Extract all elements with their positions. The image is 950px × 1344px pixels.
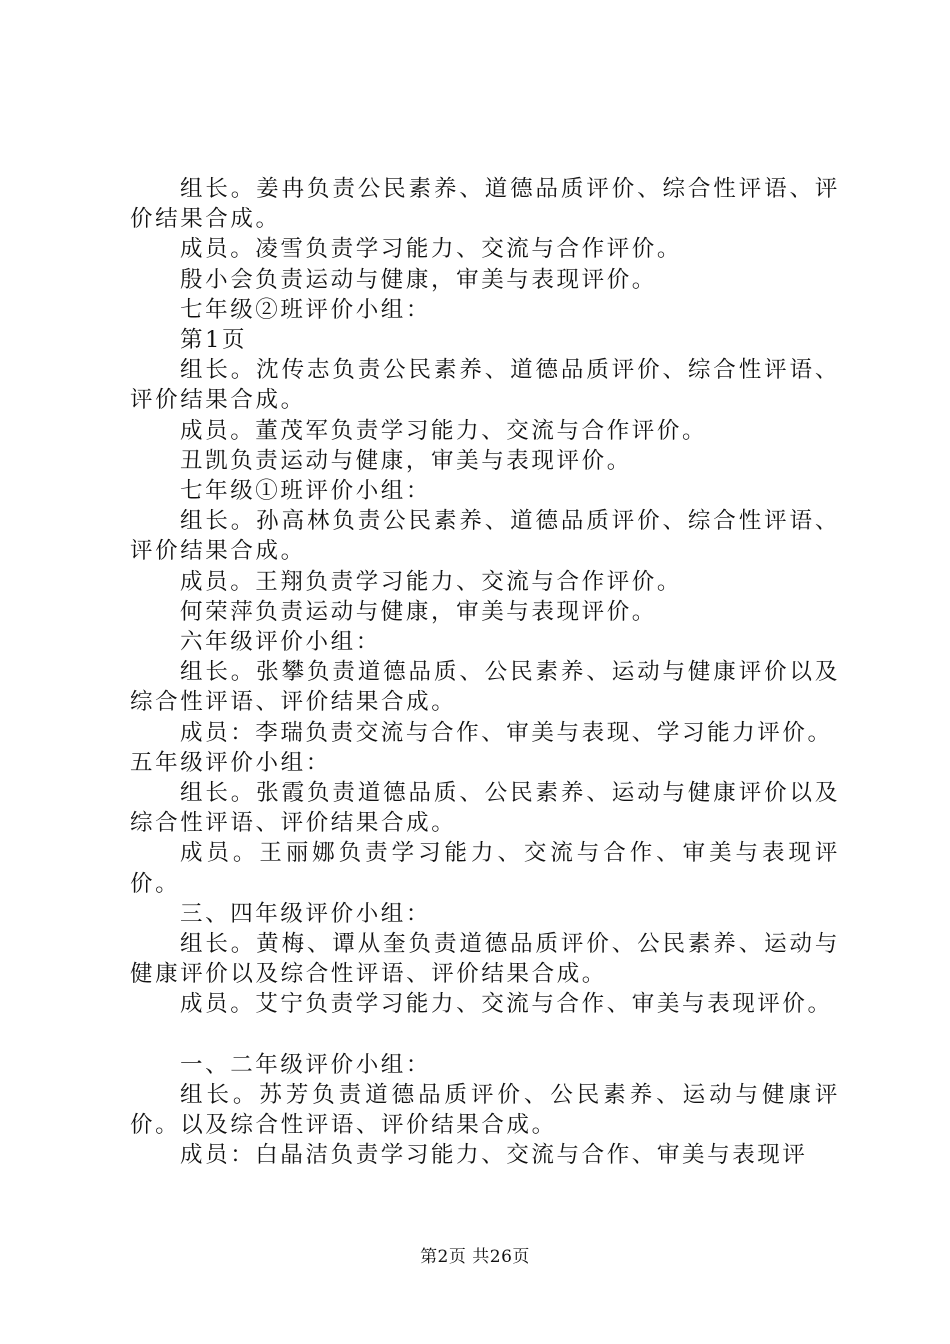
section-heading: 三、四年级评价小组： [180,900,432,927]
paragraph: 成员。凌雪负责学习能力、交流与合作评价。 [180,236,683,263]
section-heading: 六年级评价小组： [180,629,381,656]
paragraph: 成员。艾宁负责学习能力、交流与合作、审美与表现评价。 [180,991,833,1018]
section-heading: 一、二年级评价小组： [180,1051,432,1078]
paragraph: 组长。黄梅、谭从奎负责道德品质评价、公民素养、运动与健康评价以及综合性评语、评价结果合成。 [130,931,840,988]
paragraph: 何荣萍负责运动与健康，审美与表现评价。 [180,598,657,625]
paragraph: 组长。张霞负责道德品质、公民素养、运动与健康评价以及综合性评语、评价结果合成。 [130,780,840,837]
paragraph: 殷小会负责运动与健康，审美与表现评价。 [180,266,657,293]
paragraph: 组长。姜冉负责公民素养、道德品质评价、综合性评语、评价结果合成。 [130,176,840,233]
paragraph: 成员：白晶洁负责学习能力、交流与合作、审美与表现评 [180,1142,808,1169]
paragraph: 组长。苏芳负责道德品质评价、公民素养、运动与健康评价。以及综合性评语、评价结果合成。 [130,1081,840,1139]
paragraph: 组长。沈传志负责公民素养、道德品质评价、综合性评语、评价结果合成。 [130,357,840,414]
section-heading: 五年级评价小组： [130,749,331,776]
section-heading: 七年级②班评价小组： [180,296,432,323]
section-heading: 七年级①班评价小组： [180,478,432,505]
page-marker: 第1页 [180,327,248,354]
paragraph: 成员。王翔负责学习能力、交流与合作评价。 [180,568,683,595]
paragraph: 成员。董茂军负责学习能力、交流与合作评价。 [180,417,708,444]
paragraph: 丑凯负责运动与健康，审美与表现评价。 [180,447,632,474]
page-footer: 第2页 共26页 [420,1247,530,1267]
document-body [130,174,840,1171]
paragraph: 成员：李瑞负责交流与合作、审美与表现、学习能力评价。 [180,719,833,746]
paragraph: 组长。张攀负责道德品质、公民素养、运动与健康评价以及综合性评语、评价结果合成。 [130,659,840,716]
paragraph: 成员。王丽娜负责学习能力、交流与合作、审美与表现评价。 [130,840,840,897]
paragraph: 组长。孙高林负责公民素养、道德品质评价、综合性评语、评价结果合成。 [130,508,840,565]
